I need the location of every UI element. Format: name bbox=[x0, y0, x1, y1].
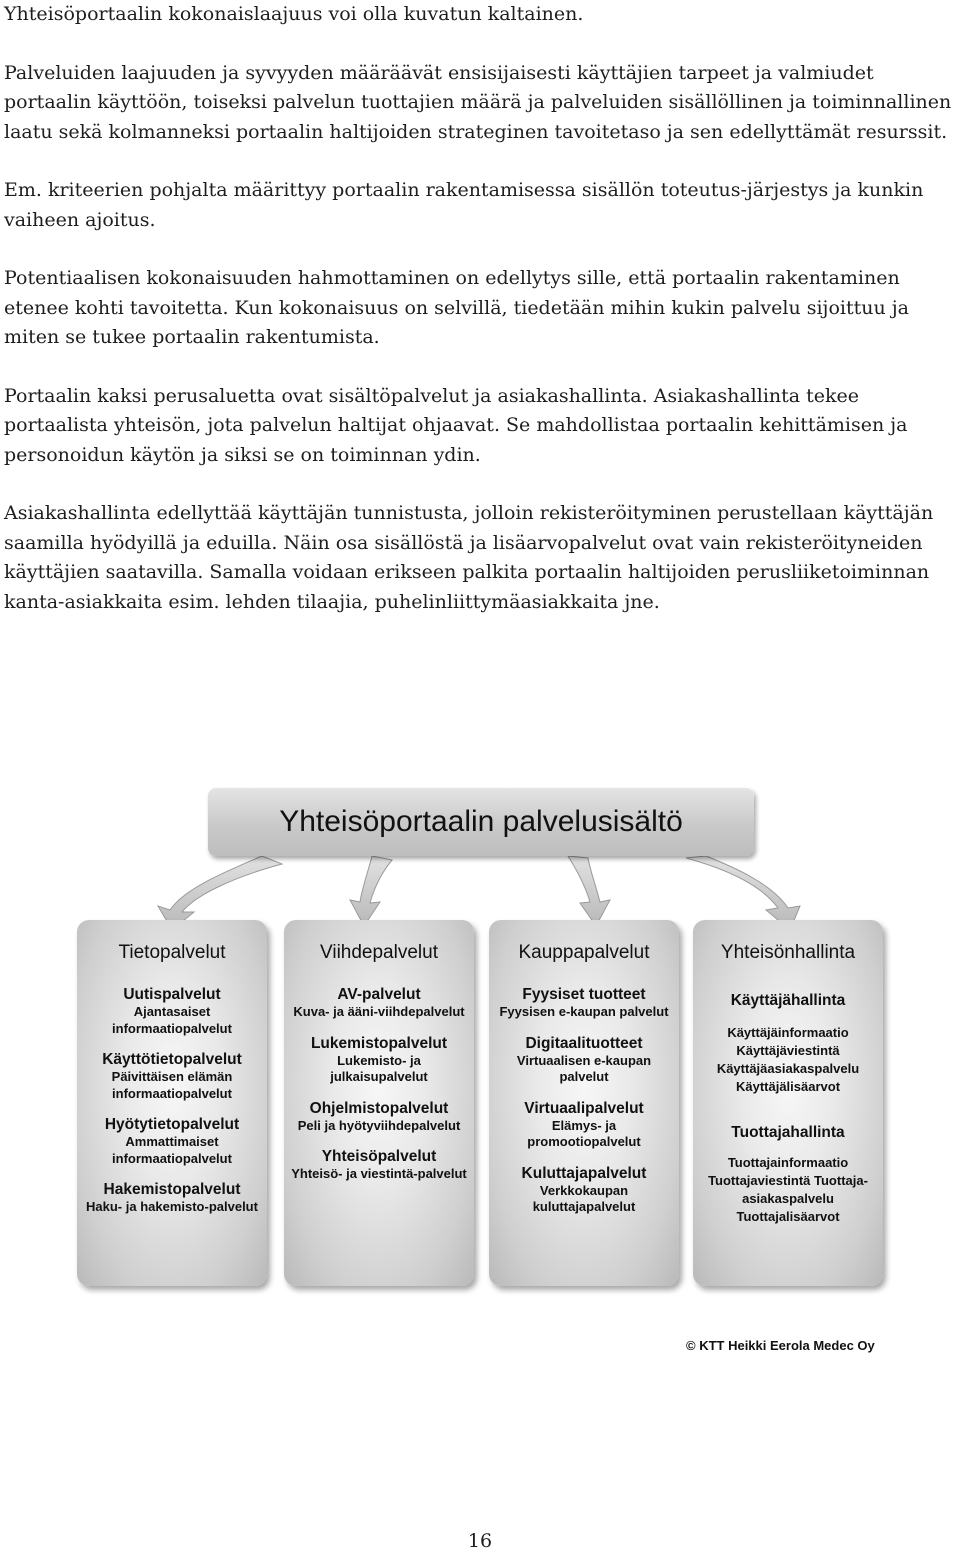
column-viihdepalvelut bbox=[284, 920, 474, 1286]
group-subtitle: Verkkokaupan kuluttajapalvelut bbox=[532, 1182, 636, 1214]
arrow-to-kauppapalvelut bbox=[568, 856, 610, 926]
group-title: Lukemistopalvelut bbox=[310, 1034, 448, 1052]
service-group bbox=[83, 1181, 261, 1216]
column-heading: Viihdepalvelut bbox=[320, 942, 438, 963]
group-title: Hyötytietopalvelut bbox=[104, 1116, 240, 1133]
arrow-to-yhteisonhallinta bbox=[686, 856, 800, 930]
column-tietopalvelut bbox=[77, 920, 267, 1286]
group-title: Tuottajahallinta bbox=[731, 1124, 845, 1141]
service-group bbox=[495, 1035, 673, 1086]
service-content-diagram bbox=[0, 760, 960, 1300]
group-title: AV-palvelut bbox=[337, 986, 421, 1003]
column-yhteisonhallinta bbox=[693, 920, 883, 1286]
copyright-notice: © KTT Heikki Eerola Medec Oy bbox=[686, 1338, 875, 1353]
diagram-title: Yhteisöportaalin palvelusisältö bbox=[208, 788, 754, 856]
paragraph: Palveluiden laajuuden ja syvyyden määräävät ensisijaisesti käyttäjien tarpeet ja valmiudet portaalin käyttöön, toiseksi palvelun tuottajien määrä ja palveluiden sisällöllinen ja toiminnallinen laatu sekä kolmanneksi portaalin haltijoiden strateginen tavoitetaso ja sen edellyttämät resurssit. bbox=[4, 61, 952, 143]
group-subtitle: Elämys- ja promootiopalvelut bbox=[527, 1117, 641, 1149]
paragraph: Potentiaalisen kokonaisuuden hahmottaminen on edellytys sille, että portaalin rakentaminen etenee kohti tavoitetta. Kun kokonaisuus on selvillä, tiedetään mihin kukin palvelu sijoittuu ja miten se tukee portaalin rakentumista. bbox=[4, 267, 909, 348]
service-group bbox=[290, 1035, 468, 1086]
group-subtitle: Ammattimaiset informaatiopalvelut bbox=[112, 1134, 232, 1166]
service-group bbox=[290, 1100, 468, 1135]
service-group bbox=[495, 1165, 673, 1216]
service-group bbox=[495, 1100, 673, 1151]
body-text bbox=[4, 0, 958, 646]
service-group bbox=[290, 986, 468, 1021]
group-title: Fyysiset tuotteet bbox=[522, 986, 646, 1003]
group-title: Uutispalvelut bbox=[123, 986, 221, 1003]
paragraph: Asiakashallinta edellyttää käyttäjän tunnistusta, jolloin rekisteröityminen perustellaan käyttäjän saamilla hyödyillä ja eduilla. Näin osa sisällöstä ja lisäarvopalvelut ovat vain rekisteröityneiden käyttäjien saatavilla. Samalla voidaan erikseen palkita portaalin haltijoiden perusliiketoiminnan kanta-asiakkaita esim. lehden tilaajia, puhelinliittymäasiakkaita jne. bbox=[4, 502, 934, 613]
group-subtitle: Fyysisen e-kaupan palvelut bbox=[499, 1004, 669, 1019]
group-subtitle: Ajantasaiset informaatiopalvelut bbox=[112, 1004, 232, 1036]
group-title: Käyttäjähallinta bbox=[730, 992, 846, 1009]
group-subtitle: Yhteisö- ja viestintä-palvelut bbox=[291, 1166, 467, 1181]
column-kauppapalvelut bbox=[489, 920, 679, 1286]
group-subtitle: Lukemisto- ja julkaisupalvelut bbox=[330, 1052, 428, 1084]
group-title: Hakemistopalvelut bbox=[103, 1181, 241, 1198]
service-group bbox=[699, 1124, 877, 1226]
group-subtitle: Peli ja hyötyviihdepalvelut bbox=[297, 1117, 461, 1133]
group-subtitle: Virtuaalisen e-kaupan palvelut bbox=[516, 1052, 652, 1084]
column-heading: Tietopalvelut bbox=[118, 942, 226, 963]
service-group bbox=[699, 992, 877, 1096]
column-heading: Kauppapalvelut bbox=[518, 942, 650, 963]
group-title: Virtuaalipalvelut bbox=[524, 1099, 644, 1117]
paragraph: Em. kriteerien pohjalta määrittyy portaalin rakentamisessa sisällön toteutus-järjestys ja kunkin vaiheen ajoitus. bbox=[4, 179, 924, 231]
group-subtitle: Haku- ja hakemisto-palvelut bbox=[86, 1199, 258, 1214]
group-title: Käyttötietopalvelut bbox=[102, 1051, 242, 1068]
service-group bbox=[495, 986, 673, 1021]
page-number: 16 bbox=[467, 1530, 493, 1552]
group-subtitle: Kuva- ja ääni-viihdepalvelut bbox=[293, 1004, 465, 1019]
service-group bbox=[83, 986, 261, 1037]
service-group bbox=[83, 1116, 261, 1167]
paragraph: Portaalin kaksi perusaluetta ovat sisältöpalvelut ja asiakashallinta. Asiakashallinta tekee portaalista yhteisön, jota palvelun haltijat ohjaavat. Se mahdollistaa portaalin kehittämisen ja personoidun käytön ja siksi se on toiminnan ydin. bbox=[4, 384, 908, 466]
group-title: Digitaalituotteet bbox=[525, 1034, 643, 1052]
group-title: Ohjelmistopalvelut bbox=[309, 1099, 449, 1117]
service-group bbox=[290, 1148, 468, 1183]
arrow-to-viihdepalvelut bbox=[350, 856, 392, 926]
group-subtitle: Käyttäjäinformaatio Käyttäjäviestintä Käyttäjäasiakaspalvelu Käyttäjälisäarvot bbox=[716, 1025, 860, 1094]
group-subtitle: Tuottajainformaatio Tuottajaviestintä Tuottaja-asiakaspalvelu Tuottajalisäarvot bbox=[708, 1155, 868, 1224]
paragraph: Yhteisöportaalin kokonaislaajuus voi olla kuvatun kaltainen. bbox=[4, 3, 584, 25]
service-group bbox=[83, 1051, 261, 1102]
group-title: Yhteisöpalvelut bbox=[321, 1148, 437, 1165]
column-heading: Yhteisönhallinta bbox=[720, 942, 856, 963]
group-title: Kuluttajapalvelut bbox=[521, 1164, 647, 1182]
arrow-to-tietopalvelut bbox=[158, 856, 282, 930]
group-subtitle: Päivittäisen elämän informaatiopalvelut bbox=[111, 1069, 233, 1101]
